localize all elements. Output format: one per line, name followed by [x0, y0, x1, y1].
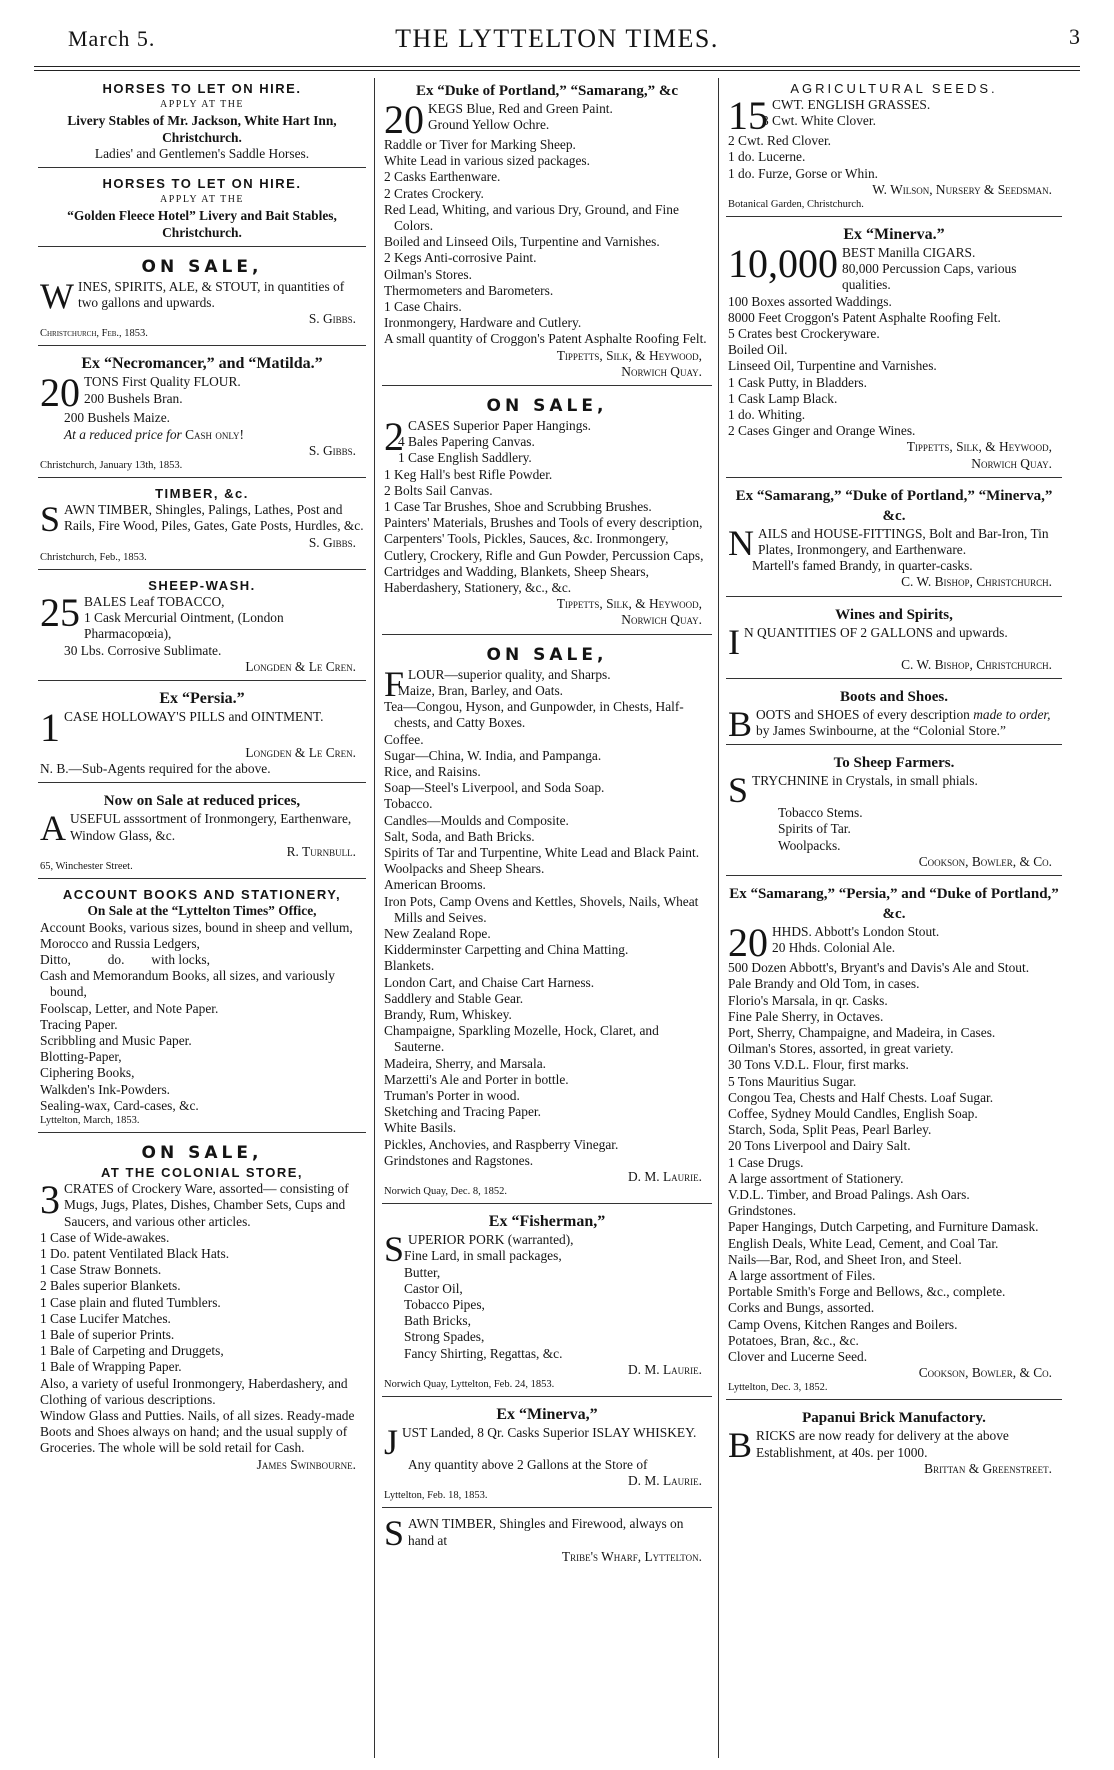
ad-line: 200 Bushels Maize. [64, 410, 170, 426]
ad-colonial-store [38, 1138, 366, 1478]
list-item: Butter, [404, 1264, 441, 1280]
list-item: Red Lead, Whiting, and various Dry, Ground, and Fine Colors. [384, 201, 679, 234]
ad-subheading: APPLY AT THE [159, 194, 245, 206]
list-item: 5 Tons Mauritius Sugar. [728, 1073, 857, 1089]
ad-sheep-farmers [726, 750, 1062, 876]
column-rule-1 [374, 78, 375, 1758]
ad-signature: S. Gibbs. [308, 311, 356, 327]
ad-line: KEGS Blue, Red and Green Paint. [428, 101, 613, 116]
list-item: 30 Tons V.D.L. Flour, first marks. [728, 1057, 909, 1073]
ad-nails-house-fittings [726, 483, 1062, 597]
ad-line: TONS First Quality FLOUR. [84, 374, 241, 390]
list-item: Walkden's Ink-Powders. [40, 1081, 171, 1097]
drop-cap: J [384, 1422, 399, 1463]
ad-line: CWT. ENGLISH GRASSES. [772, 97, 931, 113]
ad-line: 80,000 Percussion Caps, various qualities. [842, 261, 1017, 293]
ad-signature: S. Gibbs. [308, 442, 356, 458]
ad-flour-laurie [382, 640, 712, 1205]
ad-heading: Ex “Necromancer,” and “Matilda.” [81, 355, 323, 373]
ad-heading: Boots and Shoes. [840, 688, 948, 705]
ad-agricultural-seeds [726, 78, 1062, 217]
ad-signature: Tribe's Wharf, Lyttelton. [561, 1548, 702, 1564]
ad-body: CASE HOLLOWAY'S PILLS and OINTMENT. [64, 709, 324, 725]
list-item: 1 Case plain and fluted Tumblers. [40, 1294, 221, 1310]
ad-line: At a reduced price for [64, 426, 182, 442]
list-item: Tracing Paper. [40, 1016, 118, 1032]
ad-islay-whiskey [382, 1402, 712, 1508]
list-item: Paper Hangings, Dutch Carpeting, and Furniture Damask. [728, 1219, 1039, 1235]
list-item: Soap—Steel's Liverpool, and Soda Soap. [384, 780, 605, 796]
list-item: Congou Tea, Chests and Half Chests. Loaf Sugar. [728, 1089, 994, 1105]
list-item: Blotting-Paper, [40, 1049, 122, 1065]
list-item: Pale Brandy and Old Tom, in cases. [728, 976, 920, 992]
list-item: 1 Case Drugs. [728, 1154, 804, 1170]
list-item: 500 Dozen Abbott's, Bryant's and Davis's Ale and Stout. [728, 960, 1030, 976]
list-item: Fine Pale Sherry, in Octaves. [728, 1008, 884, 1024]
list-item: Tea—Congou, Hyson, and Gunpowder, in Chests, Half-chests, and Catty Boxes. [384, 699, 684, 731]
list-item: Grindstones. [728, 1203, 797, 1219]
list-item: 1 Do. patent Ventilated Black Hats. [40, 1245, 230, 1261]
ad-line: 200 Bushels Bran. [84, 390, 183, 406]
ad-wines-spirits [38, 252, 366, 347]
list-item: Cash and Memorandum Books, all sizes, and variously bound, [40, 968, 335, 1000]
list-item: Fine Lard, in small packages, [404, 1248, 562, 1264]
ad-ironmongery [38, 788, 366, 879]
ad-body: AWN TIMBER, Shingles, Palings, Lathes, Post and Rails, Fire Wood, Piles, Gates, Gate Posts, Hurdles, &c. [64, 502, 364, 534]
list-item: 1 Cask Lamp Black. [728, 390, 838, 406]
ad-paragraph: Window Glass and Putties. Nails, of all sizes. Ready-made Boots and Shoes always on hand; and the usual supply of Groceries. The whole will be sold retail for Cash. [40, 1407, 355, 1456]
list-item: Ciphering Books, [40, 1065, 135, 1081]
list-item: 2 Bolts Sail Canvas. [384, 482, 493, 498]
drop-cap: W [40, 275, 74, 316]
list-item: Oilman's Stores, assorted, in great variety. [728, 1041, 954, 1057]
list-item: 1 Case Lucifer Matches. [40, 1310, 171, 1326]
ad-signature: Longden & Le Cren. [245, 658, 356, 674]
list-item: 4 Bales Papering Canvas. [398, 434, 535, 450]
ad-paper-hangings [382, 391, 712, 635]
list-item: Iron Pots, Camp Ovens and Kettles, Shovels, Nails, Wheat Mills and Seives. [384, 893, 699, 925]
list-item: Rice, and Raisins. [384, 763, 481, 779]
ad-signature: James Swinbourne. [256, 1456, 356, 1472]
list-item: Strong Spades, [404, 1329, 485, 1345]
ad-heading: Papanui Brick Manufactory. [802, 1410, 986, 1427]
ad-heading: ON SALE, [141, 256, 263, 277]
drop-cap: F [384, 663, 405, 704]
masthead-rule [34, 66, 1080, 67]
ad-body: INES, SPIRITS, ALE, & STOUT, in quantities of two gallons and upwards. [77, 278, 345, 311]
list-item: 1 Case Straw Bonnets. [40, 1262, 162, 1278]
list-item: Port, Sherry, Champaigne, and Madeira, in Cases. [728, 1024, 996, 1040]
drop-cap: S [728, 770, 749, 811]
list-item: Nails—Bar, Rod, and Sheet Iron, and Steel. [728, 1251, 962, 1267]
list-item: Account Books, various sizes, bound in sheep and vellum, [40, 919, 353, 935]
ad-line: Ground Yellow Ochre. [428, 117, 550, 133]
ad-line: UST Landed, 8 Qr. Casks Superior ISLAY WHISKEY. [402, 1425, 697, 1441]
list-item: Fancy Shirting, Regattas, &c. [404, 1345, 563, 1361]
masthead [34, 22, 1080, 62]
list-item: 100 Boxes assorted Waddings. [728, 293, 892, 309]
column-1 [38, 78, 366, 1760]
list-item: 2 Kegs Anti-corrosive Paint. [384, 250, 537, 266]
list-item: Coffee, Sydney Mould Candles, English Soap. [728, 1105, 978, 1121]
list-item: Pickles, Anchovies, and Raspberry Vinegar. [384, 1136, 619, 1152]
list-item: 1 do. Lucerne. [728, 149, 806, 165]
list-item: Sketching and Tracing Paper. [384, 1104, 541, 1120]
ad-heading: AGRICULTURAL SEEDS. [790, 81, 998, 96]
ad-line: Cash only! [185, 426, 244, 442]
ad-heading: ACCOUNT BOOKS AND STATIONERY, [62, 887, 342, 903]
ad-signature: S. Gibbs. [308, 534, 356, 550]
ad-body: CRATES of Crockery Ware, assorted— consisting of Mugs, Jugs, Plates, Dishes, Chamber Sets, Cups and Saucers, and various other articles. [64, 1181, 349, 1229]
ad-address: 65, Winchester Street. [40, 861, 133, 873]
list-item: 2 Casks Earthenware. [384, 169, 501, 185]
list-item: 1 Bale of Wrapping Paper. [40, 1359, 182, 1375]
drop-cap: B [728, 1425, 753, 1466]
drop-cap: 20 [728, 920, 768, 966]
ad-heading: ON SALE, [486, 396, 608, 417]
list-item: A large assortment of Stationery. [728, 1170, 904, 1186]
list-item: Sugar—China, W. India, and Pampanga. [384, 747, 602, 763]
list-item: White Basils. [384, 1120, 457, 1136]
list-item: Boiled and Linseed Oils, Turpentine and Varnishes. [384, 234, 660, 250]
list-item: Saddlery and Stable Gear. [384, 990, 524, 1006]
ad-note: N. B.—Sub-Agents required for the above. [40, 761, 271, 777]
list-item: A small quantity of Croggon's Patent Asphalte Roofing Felt. [384, 331, 707, 347]
list-item: Spirits of Tar and Turpentine, White Lead and Black Paint. [384, 844, 700, 860]
drop-cap: 3 [40, 1177, 60, 1223]
ad-date: Christchurch, January 13th, 1853. [40, 460, 183, 472]
ad-signature: Tippetts, Silk, & Heywood, [906, 439, 1052, 455]
list-item: Spirits of Tar. [778, 821, 851, 837]
ad-line: RICKS are now ready for delivery at the above Establishment, at 40s. per 1000. [756, 1428, 1009, 1460]
drop-cap: A [40, 808, 66, 849]
ad-signature: D. M. Laurie. [628, 1473, 702, 1489]
drop-cap: B [728, 703, 753, 744]
list-item: Blankets. [384, 958, 435, 974]
ad-manilla-cigars [726, 222, 1062, 478]
ad-heading: Ex “Minerva,” [496, 1406, 598, 1424]
ad-heading: ON SALE, [141, 1142, 263, 1163]
list-item: Woolpacks and Sheep Shears. [384, 861, 545, 877]
list-item: Champaigne, Sparkling Mozelle, Hock, Claret, and Sauterne. [384, 1023, 659, 1055]
ad-line: N QUANTITIES OF 2 GALLONS and upwards. [744, 624, 1008, 640]
ad-signature: W. Wilson, Nursery & Seedsman. [872, 181, 1052, 197]
ad-papanui-bricks [726, 1405, 1062, 1482]
list-item: Tobacco Pipes, [404, 1297, 485, 1312]
ad-signature: C. W. Bishop, Christchurch. [901, 656, 1052, 672]
ad-heading: To Sheep Farmers. [833, 755, 955, 772]
ad-line: CASES Superior Paper Hangings. [408, 418, 591, 434]
ad-signature: C. W. Bishop, Christchurch. [901, 574, 1052, 590]
ad-line: BALES Leaf TOBACCO, [84, 594, 225, 610]
ad-body: USEFUL asssortment of Ironmongery, Earthenware, Window Glass, &c. [70, 811, 352, 843]
drop-cap: 10,000 [728, 241, 838, 287]
list-item: 1 Case Tar Brushes, Shoe and Scrubbing Brushes. [384, 499, 652, 515]
list-item: Maize, Bran, Barley, and Oats. [398, 682, 564, 698]
ad-signature: Cookson, Bowler, & Co. [918, 853, 1052, 869]
ad-line: OOTS and SHOES of every description [756, 706, 970, 722]
drop-cap: I [728, 621, 740, 662]
list-item: 2 Cases Ginger and Orange Wines. [728, 423, 916, 439]
drop-cap: S [384, 1513, 405, 1554]
ad-line: 30 Lbs. Corrosive Sublimate. [64, 642, 222, 658]
list-item: Sealing-wax, Card-cases, &c. [40, 1097, 199, 1113]
ad-signature-address: Norwich Quay. [621, 363, 702, 379]
list-item: Morocco and Russia Ledgers, [40, 935, 200, 951]
ad-date: Christchurch, Feb., 1853. [40, 328, 148, 340]
ad-wines-and-spirits [726, 602, 1062, 679]
list-item: 2 Bales superior Blankets. [40, 1278, 181, 1294]
ad-paints [382, 78, 712, 386]
drop-cap: N [728, 522, 754, 563]
ad-line: by James Swinbourne, at the “Colonial Store.” [756, 723, 1006, 739]
ad-signature: R. Turnbull. [286, 843, 356, 859]
ad-line: Livery Stables of Mr. Jackson, White Hart Inn, [67, 113, 337, 129]
list-item: Starch, Soda, Split Peas, Pearl Barley. [728, 1122, 932, 1138]
list-item: 1 Case of Wide-awakes. [40, 1229, 170, 1245]
list-item: Oilman's Stores. [384, 266, 472, 282]
ad-abbotts-stout [726, 881, 1062, 1400]
ad-subheading: AT THE COLONIAL STORE, [100, 1164, 303, 1180]
ad-signature: Cookson, Bowler, & Co. [918, 1365, 1052, 1381]
ad-heading: ON SALE, [486, 644, 608, 665]
list-item: 2 Crates Crockery. [384, 185, 484, 201]
ad-subheading: On Sale at the “Lyttelton Times” Office, [87, 903, 317, 919]
ad-heading: Ex “Samarang,” “Duke of Portland,” “Minerva,” &c. [735, 487, 1053, 524]
list-item: Corks and Bungs, assorted. [728, 1300, 875, 1316]
list-item: V.D.L. Timber, and Broad Palings. Ash Oars. [728, 1186, 970, 1202]
drop-cap: 2 [384, 414, 404, 460]
list-item: 3 Cwt. White Clover. [762, 113, 876, 129]
drop-cap: 25 [40, 590, 80, 636]
list-item: Foolscap, Letter, and Note Paper. [40, 1000, 219, 1016]
list-item: 1 Bale of Carpeting and Druggets, [40, 1343, 224, 1359]
ad-line: made to order, [973, 706, 1051, 722]
ad-boots-and-shoes [726, 684, 1062, 745]
ad-holloways-pills [38, 686, 366, 783]
ad-subheading: APPLY AT THE [159, 99, 245, 111]
ad-line: Any quantity above 2 Gallons at the Store of [408, 1457, 648, 1473]
list-item: 1 do. Whiting. [728, 407, 806, 423]
ad-line: Christchurch. [162, 129, 242, 145]
list-item: Raddle or Tiver for Marking Sheep. [384, 137, 576, 152]
list-item: Brandy, Rum, Whiskey. [384, 1006, 512, 1022]
list-item: 20 Tons Liverpool and Dairy Salt. [728, 1138, 911, 1154]
ad-line: Martell's famed Brandy, in quarter-casks. [752, 558, 973, 574]
ad-signature: Longden & Le Cren. [245, 745, 356, 761]
drop-cap: 20 [384, 97, 424, 142]
list-item: 1 Bale of superior Prints. [40, 1326, 175, 1342]
list-item: Tobacco Stems. [778, 805, 863, 821]
list-item: Ditto, do. with locks, [40, 951, 210, 967]
ad-heading: HORSES TO LET ON HIRE. [102, 176, 302, 192]
list-item: Florio's Marsala, in qr. Casks. [728, 992, 888, 1008]
ad-heading: Now on Sale at reduced prices, [103, 793, 301, 810]
column-3 [726, 78, 1062, 1760]
ad-line: Ladies' and Gentlemen's Saddle Horses. [94, 145, 310, 161]
ad-heading: Wines and Spirits, [835, 606, 953, 623]
ad-heading: Ex “Fisherman,” [488, 1213, 606, 1231]
ad-heading: Ex “Duke of Portland,” “Samarang,” &c [415, 83, 679, 99]
ad-line: LOUR—superior quality, and Sharps. [408, 666, 611, 682]
list-item: 1 Case Chairs. [384, 299, 462, 315]
page-number: 3 [1069, 24, 1080, 49]
newspaper-title: THE LYTTELTON TIMES. [395, 24, 719, 53]
ad-sawn-timber-tribe [382, 1513, 712, 1570]
list-item: Boiled Oil. [728, 342, 788, 358]
list-item: 1 do. Furze, Gorse or Whin. [728, 165, 878, 181]
drop-cap: S [40, 499, 61, 540]
list-item: Scribbling and Music Paper. [40, 1032, 192, 1048]
list-item: 1 Case English Saddlery. [398, 450, 532, 466]
list-item: London Cart, and Chaise Cart Harness. [384, 974, 595, 990]
list-item: Ironmongery, Hardware and Cutlery. [384, 315, 582, 331]
list-item: 2 Cwt. Red Clover. [728, 133, 832, 149]
ad-date: Christchurch, Feb., 1853. [40, 551, 147, 563]
list-item: Potatoes, Bran, &c., &c. [728, 1332, 859, 1348]
list-item: Madeira, Sherry, and Marsala. [384, 1055, 546, 1071]
masthead-rule-2 [34, 70, 1080, 71]
ad-timber [38, 483, 366, 570]
list-item: Tobacco. [384, 796, 433, 812]
ad-date: Norwich Quay, Dec. 8, 1852. [384, 1186, 507, 1198]
drop-cap: 1 [40, 705, 60, 751]
ad-line: AILS and HOUSE-FITTINGS, Bolt and Bar-Iron, Tin Plates, Ironmongery, and Earthenware. [758, 525, 1049, 558]
ad-date: Norwich Quay, Lyttelton, Feb. 24, 1853. [384, 1379, 555, 1391]
list-item: Kidderminster Carpetting and China Matting. [384, 942, 629, 958]
ad-paragraph: Also, a variety of useful Ironmongery, Haberdashery, and Clothing of various descriptions. [40, 1375, 348, 1407]
list-item: 1 Keg Hall's best Rifle Powder. [384, 466, 553, 482]
list-item: Thermometers and Barometers. [384, 282, 554, 298]
list-item: Castor Oil, [404, 1280, 463, 1296]
ad-line: 1 Cask Mercurial Ointment, (London Pharmacopœia), [84, 610, 284, 642]
ad-superior-pork [382, 1209, 712, 1397]
list-item: New Zealand Rope. [384, 925, 491, 941]
ad-signature: D. M. Laurie. [628, 1168, 702, 1184]
column-rule-2 [718, 78, 719, 1758]
ad-heading: SHEEP-WASH. [148, 577, 256, 593]
list-item: A large assortment of Files. [728, 1267, 876, 1283]
list-item: English Deals, White Lead, Cement, and Coal Tar. [728, 1235, 999, 1251]
column-2 [382, 78, 712, 1760]
list-item: Truman's Porter in wood. [384, 1087, 520, 1103]
ad-line: TRYCHNINE in Crystals, in small phials. [752, 773, 978, 789]
ad-date: Lyttelton, March, 1853. [40, 1114, 140, 1126]
issue-date: March 5. [68, 26, 156, 51]
list-item: White Lead in various sized packages. [384, 153, 590, 169]
ad-line: UPERIOR PORK (warranted), [408, 1232, 574, 1248]
ad-address: Botanical Garden, Christchurch. [728, 199, 864, 211]
ad-signature: Tippetts, Silk, & Heywood, [556, 347, 702, 363]
ad-signature-address: Norwich Quay. [621, 612, 702, 628]
list-item: Clover and Lucerne Seed. [728, 1348, 868, 1364]
ad-account-books [38, 884, 366, 1133]
ad-heading: Ex “Minerva.” [843, 226, 945, 244]
ad-heading: Ex “Persia.” [159, 690, 245, 708]
drop-cap: S [384, 1229, 405, 1270]
ad-flour [38, 351, 366, 478]
list-item: Portable Smith's Forge and Bellows, &c., complete. [728, 1284, 1006, 1300]
list-item: Candles—Moulds and Composite. [384, 812, 569, 828]
ad-horses-golden-fleece [38, 173, 366, 247]
ad-line: 20 Hhds. Colonial Ale. [772, 940, 896, 956]
ad-signature-address: Norwich Quay. [971, 455, 1052, 471]
list-item: Bath Bricks, [404, 1313, 471, 1329]
list-item: 1 Cask Putty, in Bladders. [728, 374, 867, 390]
list-item: Marzetti's Ale and Porter in bottle. [384, 1071, 569, 1087]
list-item: Salt, Soda, and Bath Bricks. [384, 828, 535, 844]
list-item: 5 Crates best Crockeryware. [728, 326, 880, 342]
ad-signature: D. M. Laurie. [628, 1361, 702, 1377]
ad-date: Lyttelton, Dec. 3, 1852. [728, 1382, 828, 1394]
ad-heading: Ex “Samarang,” “Persia,” and “Duke of Portland,” &c. [729, 886, 1059, 923]
ad-line: HHDS. Abbott's London Stout. [772, 924, 940, 940]
ad-line: AWN TIMBER, Shingles and Firewood, always on hand at [408, 1516, 684, 1548]
ad-signature: Tippetts, Silk, & Heywood, [556, 596, 702, 612]
ad-sheep-wash [38, 575, 366, 681]
ad-heading: HORSES TO LET ON HIRE. [102, 81, 302, 96]
ad-date: Lyttelton, Feb. 18, 1853. [384, 1490, 488, 1502]
list-item: 8000 Feet Croggon's Patent Asphalte Roofing Felt. [728, 309, 1001, 325]
drop-cap: 15 [728, 93, 768, 139]
list-item: Camp Ovens, Kitchen Ranges and Boilers. [728, 1316, 958, 1332]
list-item: Grindstones and Ragstones. [384, 1152, 534, 1168]
ad-line: Christchurch. [162, 224, 242, 240]
list-item: American Brooms. [384, 877, 486, 893]
ad-line: BEST Manilla CIGARS. [842, 245, 976, 261]
list-item: Linseed Oil, Turpentine and Varnishes. [728, 358, 937, 374]
ad-signature: Brittan & Greenstreet. [924, 1460, 1052, 1476]
ad-paragraph: Painters' Materials, Brushes and Tools of every description, Carpenters' Tools, Pickles, Sauces, &c. Ironmongery, Cutlery, Crockery, Rifle and Gun Powder, Percussion Caps, Cartridges and Wadding, Blankets, Sheep Shears, Haberdashery, Stationery, &c., &c. [384, 515, 704, 596]
drop-cap: 20 [40, 370, 80, 416]
list-item: Coffee. [384, 731, 424, 747]
ad-line: “Golden Fleece Hotel” Livery and Bait Stables, [67, 208, 337, 224]
ad-horses-white-hart [38, 78, 366, 168]
ad-heading: TIMBER, &c. [155, 486, 249, 502]
list-item: Woolpacks. [778, 837, 841, 853]
